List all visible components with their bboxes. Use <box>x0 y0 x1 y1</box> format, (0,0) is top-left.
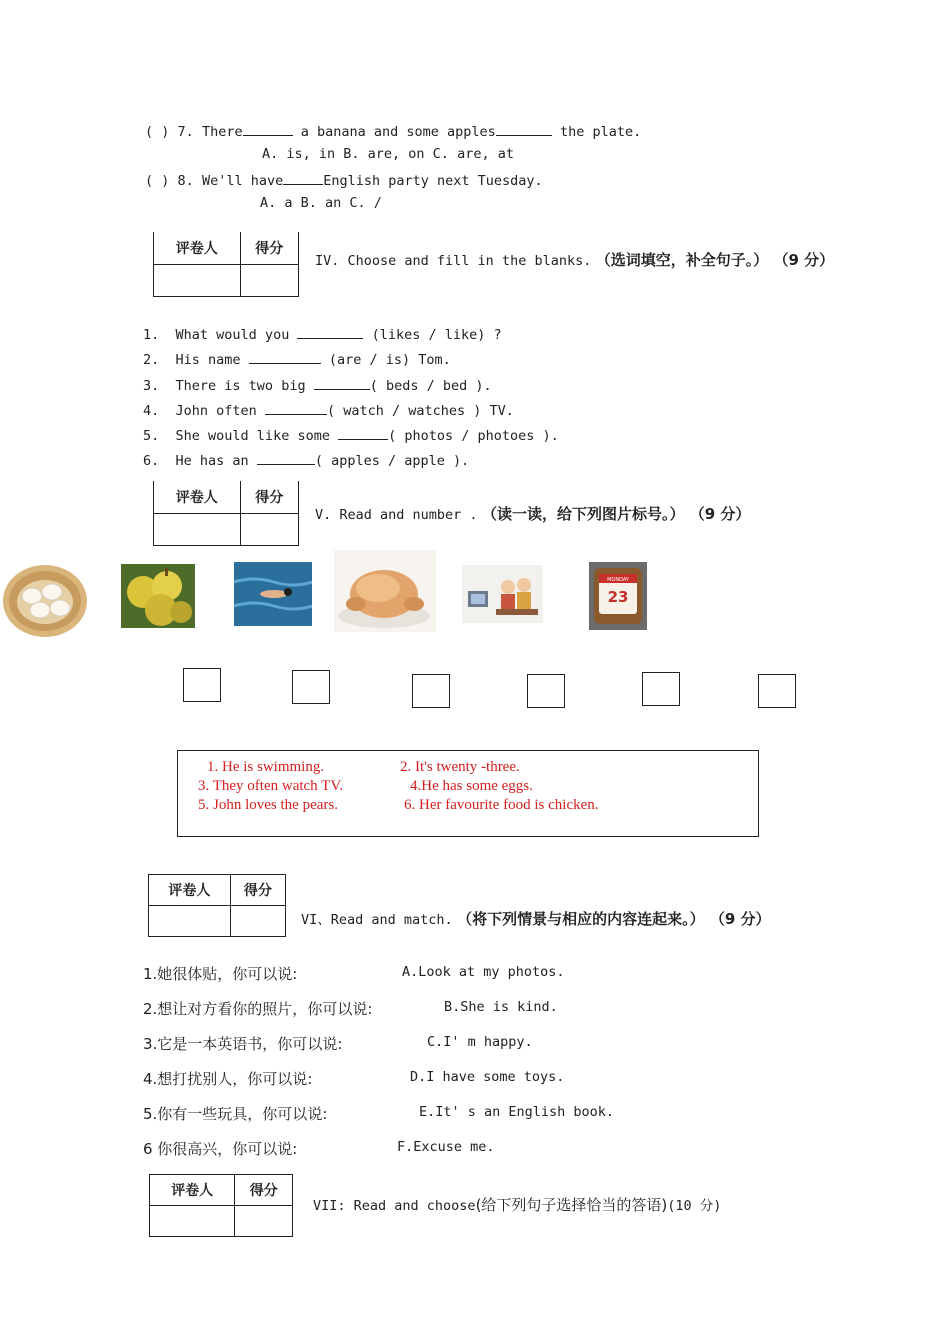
score-cell[interactable] <box>240 264 298 296</box>
blank[interactable] <box>265 400 327 415</box>
score-cell[interactable] <box>235 1206 293 1237</box>
blank[interactable] <box>283 170 323 185</box>
fill-item-6: 6. He has an ( apples / apple ). <box>143 450 469 469</box>
answer-box-3[interactable] <box>412 674 450 708</box>
match-right-e[interactable]: E.It' s an English book. <box>419 1104 615 1120</box>
blank[interactable] <box>249 349 321 364</box>
blank[interactable] <box>297 324 363 339</box>
blank[interactable] <box>257 450 315 465</box>
fill-item-2: 2. His name (are / is) Tom. <box>143 349 451 368</box>
roast-chicken-image <box>334 550 436 632</box>
match-left-2[interactable]: 2.想让对方看你的照片，你可以说: <box>143 1000 373 1018</box>
match-left-3[interactable]: 3.它是一本英语书，你可以说: <box>143 1035 343 1053</box>
swimmer-image <box>234 562 312 626</box>
answer-box-2[interactable] <box>292 670 330 704</box>
section-5-title: V. Read and number . （读一读，给下列图片标号。） （9 分） <box>315 505 751 523</box>
grader-cell[interactable] <box>149 906 231 937</box>
pears-image <box>121 564 195 628</box>
eggs-in-nest-image <box>2 556 88 640</box>
fill-item-4: 4. John often ( watch / watches ) TV. <box>143 400 514 419</box>
answer-box-5[interactable] <box>642 672 680 706</box>
match-right-f[interactable]: F.Excuse me. <box>397 1139 495 1155</box>
fill-item-3: 3. There is two big ( beds / bed ). <box>143 375 492 394</box>
section-4-title: IV. Choose and fill in the blanks. （选词填空，补全句子。） （9 分） <box>315 251 835 269</box>
answer-box-6[interactable] <box>758 674 796 708</box>
sentence-3: 3. They often watch TV. <box>198 778 343 794</box>
match-right-d[interactable]: D.I have some toys. <box>410 1069 565 1085</box>
calendar-day: MONDAY <box>607 577 629 583</box>
section-6-title: VI、Read and match. （将下列情景与相应的内容连起来。） （9 分） <box>301 910 771 928</box>
question-8: ( ) 8. We'll have English party next Tuesday. <box>145 170 543 189</box>
score-table: 评卷人 得分 <box>153 232 299 297</box>
match-left-5[interactable]: 5.你有一些玩具，你可以说: <box>143 1105 328 1123</box>
blank[interactable] <box>314 375 370 390</box>
grader-cell[interactable] <box>154 264 241 296</box>
calendar-image <box>589 562 647 630</box>
sentence-2: 2. It's twenty -three. <box>400 759 520 775</box>
match-right-b[interactable]: B.She is kind. <box>444 999 558 1015</box>
grader-cell[interactable] <box>150 1206 235 1237</box>
score-table: 评卷人 得分 <box>153 481 299 546</box>
question-8-options: A. a B. an C. / <box>260 195 382 211</box>
sentence-box <box>177 750 759 837</box>
score-table: 评卷人 得分 <box>149 1174 293 1237</box>
match-left-6[interactable]: 6 你很高兴，你可以说: <box>143 1140 298 1158</box>
sentence-1: 1. He is swimming. <box>207 759 325 775</box>
fill-item-5: 5. She would like some ( photos / photoes ). <box>143 425 559 444</box>
grader-cell[interactable] <box>154 513 241 545</box>
calendar-date: 23 <box>607 588 629 606</box>
score-cell[interactable] <box>230 906 285 937</box>
question-7-options: A. is, in B. are, on C. are, at <box>262 146 514 162</box>
match-right-a[interactable]: A.Look at my photos. <box>402 964 565 980</box>
answer-paren[interactable]: ( ) <box>145 173 170 189</box>
fill-item-1: 1. What would you (likes / like) ? <box>143 324 502 343</box>
section-7-title: VII: Read and choose(给下列句子选择恰当的答语)(10 分) <box>313 1196 722 1214</box>
sentence-5: 5. John loves the pears. <box>198 797 338 813</box>
sentence-4: 4.He has some eggs. <box>410 778 533 794</box>
blank[interactable] <box>338 425 388 440</box>
question-7: ( ) 7. There a banana and some apples the plate. <box>145 121 641 140</box>
family-watching-tv-image <box>462 565 543 623</box>
answer-box-1[interactable] <box>183 668 221 702</box>
blank[interactable] <box>243 121 293 136</box>
match-left-1[interactable]: 1.她很体贴，你可以说: <box>143 965 298 983</box>
answer-paren[interactable]: ( ) <box>145 124 170 140</box>
match-left-4[interactable]: 4.想打扰别人，你可以说: <box>143 1070 313 1088</box>
answer-box-4[interactable] <box>527 674 565 708</box>
match-right-c[interactable]: C.I' m happy. <box>427 1034 533 1050</box>
score-cell[interactable] <box>240 513 298 545</box>
blank[interactable] <box>496 121 552 136</box>
sentence-6: 6. Her favourite food is chicken. <box>404 797 599 813</box>
score-table: 评卷人 得分 <box>148 874 286 937</box>
